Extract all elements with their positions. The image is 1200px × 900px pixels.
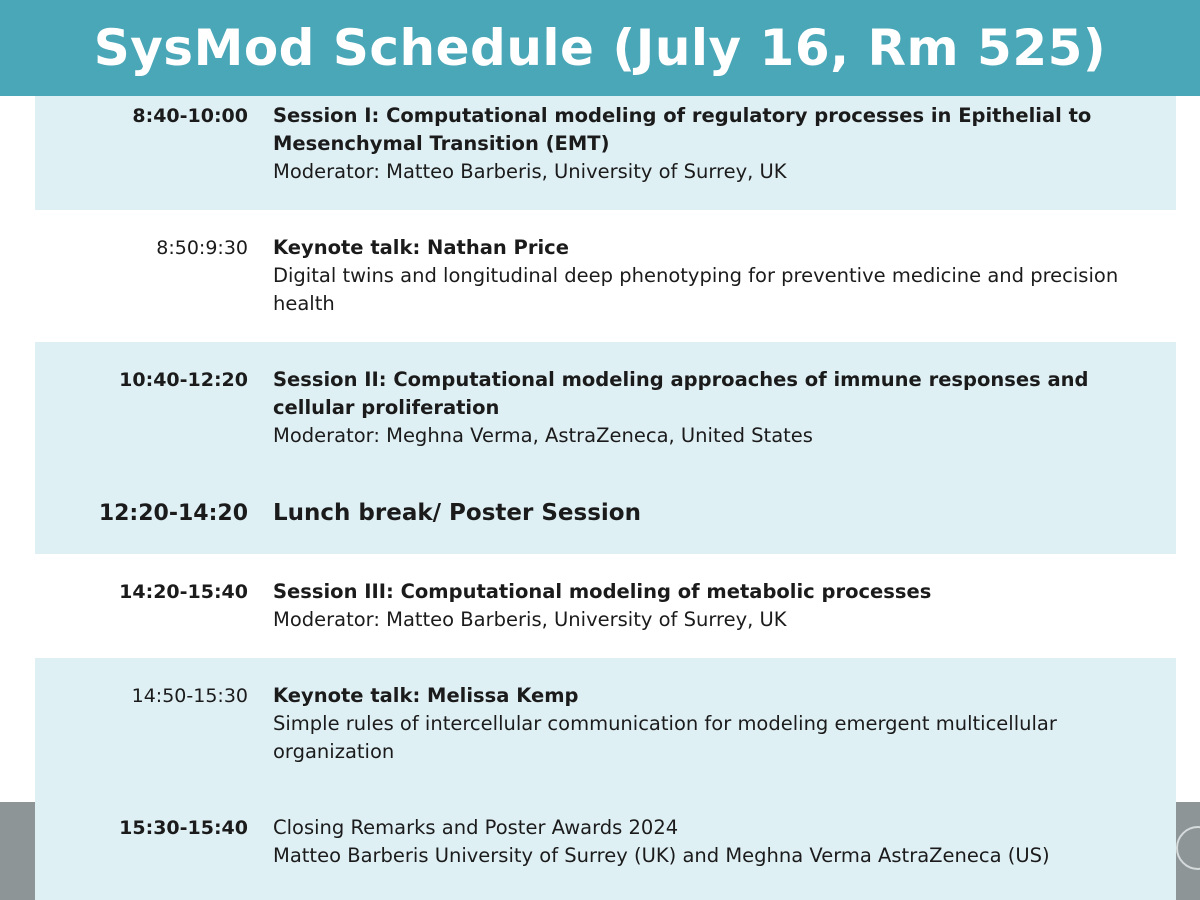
footer-strip-left [0, 802, 35, 900]
schedule-time: 8:40-10:00 [132, 105, 248, 127]
schedule-time: 14:50-15:30 [131, 685, 248, 707]
schedule-item [273, 234, 1168, 318]
lunch-break-label: Lunch break/ Poster Session [273, 500, 641, 526]
schedule-item [273, 366, 1168, 450]
session-moderator: Moderator: Matteo Barberis, University of Surrey, UK [273, 608, 787, 631]
schedule-time: 15:30-15:40 [119, 817, 248, 839]
session-moderator: Moderator: Meghna Verma, AstraZeneca, United States [273, 424, 813, 447]
schedule-time: 8:50:9:30 [156, 237, 248, 259]
schedule-item [273, 814, 1168, 870]
session-title: Session II: Computational modeling approaches of immune responses and cellular proliferation [273, 368, 1089, 419]
keynote-topic: Simple rules of intercellular communication for modeling emergent multicellular organization [273, 712, 1057, 763]
keynote-title: Keynote talk: Melissa Kemp [273, 684, 579, 707]
closing-remarks-hosts: Matteo Barberis University of Surrey (UK) and Meghna Verma AstraZeneca (US) [273, 844, 1050, 867]
schedule-time: 14:20-15:40 [119, 581, 248, 603]
schedule-item [273, 682, 1168, 766]
schedule-time: 10:40-12:20 [119, 369, 248, 391]
schedule-item [273, 102, 1168, 186]
session-title: Session I: Computational modeling of regulatory processes in Epithelial to Mesenchymal Transition (EMT) [273, 104, 1092, 155]
keynote-title: Keynote talk: Nathan Price [273, 236, 569, 259]
schedule-item [273, 578, 1168, 634]
page-title: SysMod Schedule (July 16, Rm 525) [93, 19, 1107, 77]
session-title: Session III: Computational modeling of metabolic processes [273, 580, 932, 603]
keynote-topic: Digital twins and longitudinal deep phenotyping for preventive medicine and precision health [273, 264, 1119, 315]
closing-remarks-title: Closing Remarks and Poster Awards 2024 [273, 816, 679, 839]
session-moderator: Moderator: Matteo Barberis, University of Surrey, UK [273, 160, 787, 183]
schedule-time: 12:20-14:20 [98, 501, 248, 526]
